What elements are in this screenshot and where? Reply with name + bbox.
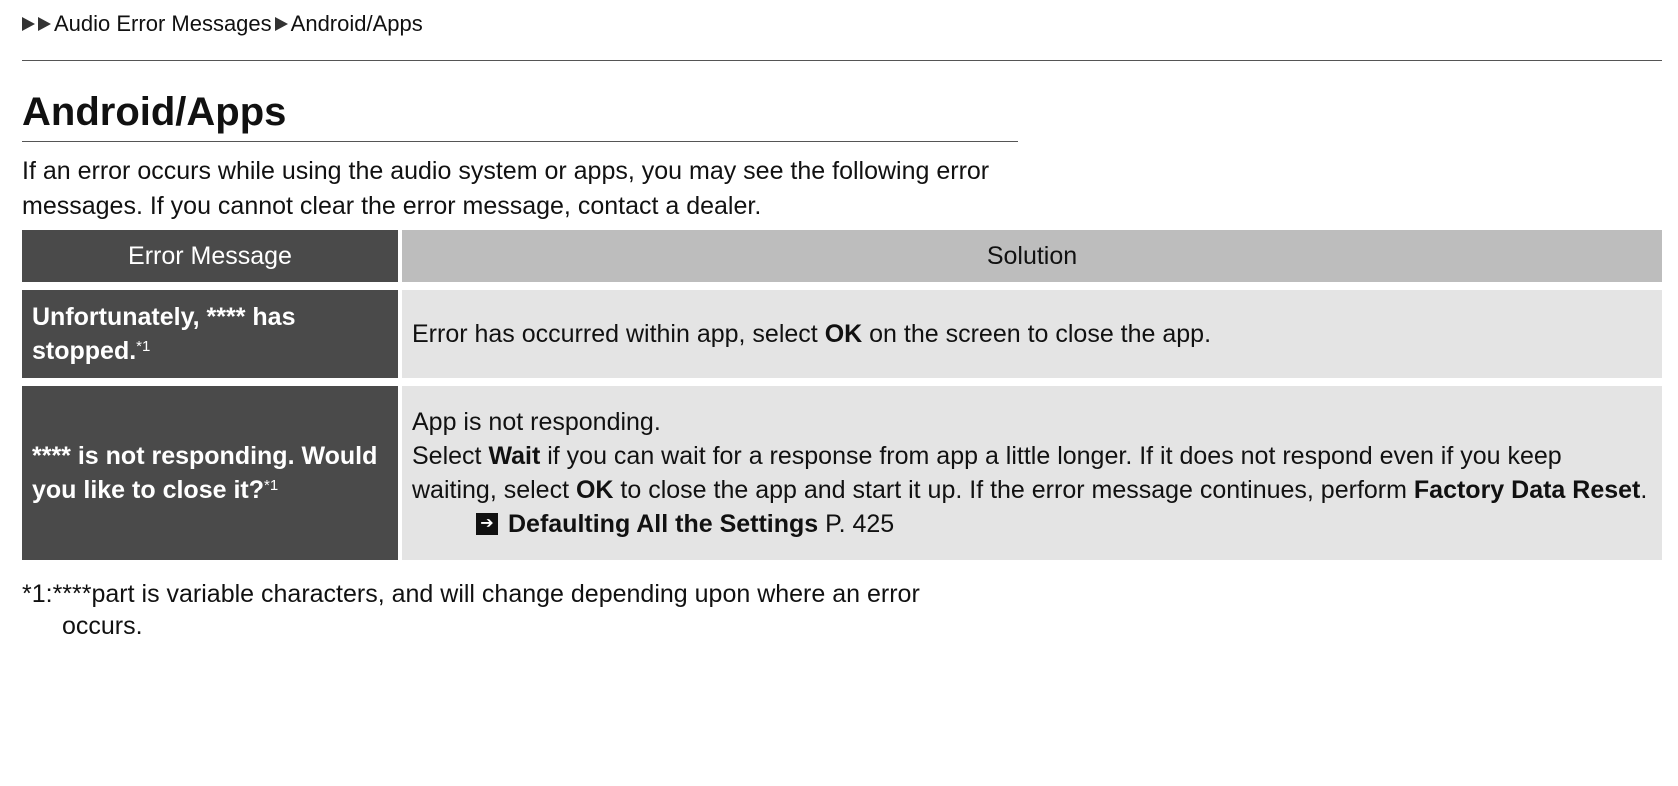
table-row [22,290,1662,378]
reference-page: P. 425 [825,510,895,538]
cross-reference[interactable] [412,507,1652,541]
footnote-line: *1:****part is variable characters, and will change depending upon where an error [22,580,920,608]
title-divider [22,141,1018,142]
column-header-error-message: Error Message [22,230,402,282]
arrow-ref-icon: ➔ [476,513,498,535]
error-message-text: **** is not responding. Would you like to close it? [32,442,378,504]
footnote-mark: *1 [264,477,279,494]
ok-keyword: OK [575,476,614,504]
solution-text: on the screen to close the app. [862,320,1212,348]
breadcrumb [22,10,423,38]
factory-data-reset-keyword: Factory Data Reset [1413,476,1641,504]
footnote [22,578,1032,642]
header-divider [22,60,1662,61]
footnote-line: occurs. [62,612,143,640]
ok-keyword: OK [824,320,863,348]
triangle-right-icon [275,17,288,31]
breadcrumb-item-android-apps[interactable]: Android/Apps [290,11,423,36]
error-message-cell [22,290,402,378]
page-title: Android/Apps [22,90,287,134]
triangle-right-icon [22,17,35,31]
solution-cell [402,290,1662,378]
column-header-solution: Solution [402,230,1662,282]
error-message-table [22,230,1662,560]
table-header-row [22,230,1662,282]
solution-line: App is not responding. [412,408,661,436]
intro-text: If an error occurs while using the audio system or apps, you may see the following error messages. If you cannot clear the error message, contact a dealer. [22,157,990,220]
reference-title[interactable]: Defaulting All the Settings [508,510,819,538]
triangle-right-icon [38,17,51,31]
solution-cell [402,386,1662,560]
error-message-text: Unfortunately, **** has stopped. [32,303,296,365]
wait-keyword: Wait [488,442,541,470]
breadcrumb-item-audio-error-messages[interactable]: Audio Error Messages [54,11,272,36]
error-message-cell [22,386,402,560]
solution-text: Error has occurred within app, select [412,320,825,348]
solution-paragraph: Select Wait if you can wait for a response from app a little longer. If it does not respond even if you keep waiting, select OK to close the app and start it up. If the error message continues, perform Factory Data Reset. [412,442,1648,504]
footnote-mark: *1 [136,338,151,355]
table-row [22,386,1662,560]
